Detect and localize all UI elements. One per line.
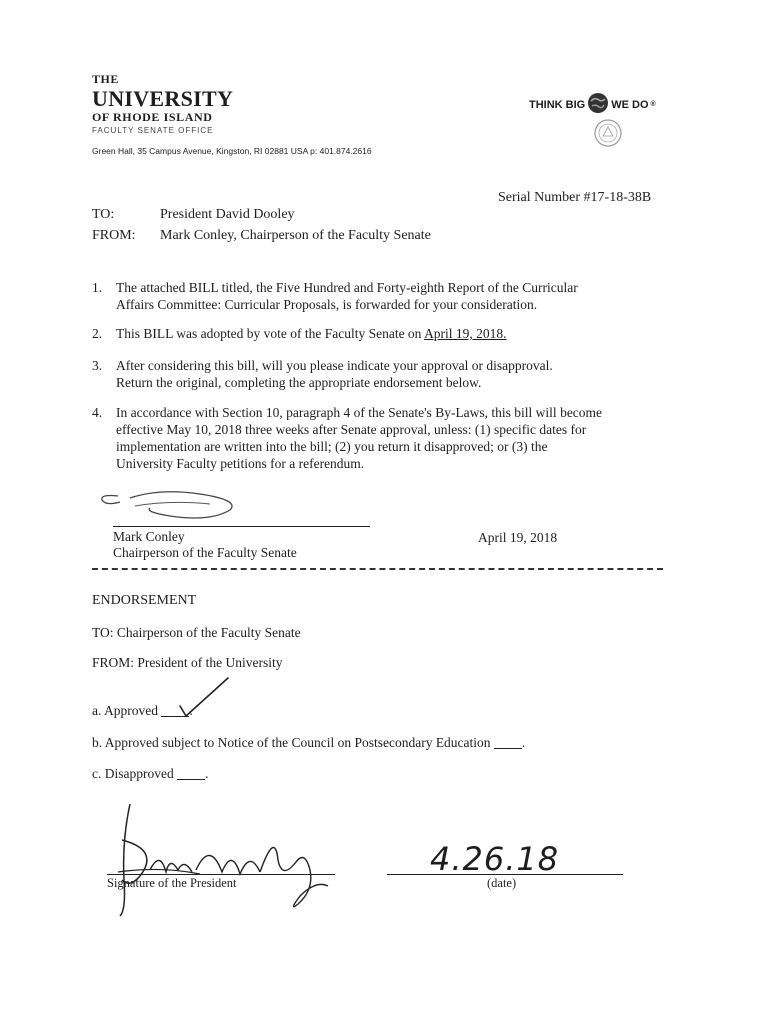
item-number: 4. (92, 405, 103, 420)
president-signature-line (107, 874, 335, 875)
serial-number: Serial Number #17-18-38B (498, 190, 652, 205)
to-label: TO: (92, 207, 115, 222)
item-line: University Faculty petitions for a referendum. (116, 456, 365, 471)
from-label: FROM: (92, 228, 136, 243)
option-approved-period: . (189, 703, 193, 718)
endorsement-heading: ENDORSEMENT (92, 593, 197, 608)
endorsement-to: TO: Chairperson of the Faculty Senate (92, 625, 301, 640)
tagline-left: THINK BIG (529, 98, 586, 111)
item-line: Return the original, completing the appropriate endorsement below. (116, 375, 482, 390)
divider (92, 568, 663, 570)
tagline-right: WE DO (611, 98, 649, 111)
to-value: President David Dooley (160, 207, 295, 222)
item-line: This BILL was adopted by vote of the Faculty Senate on (116, 326, 425, 341)
letterhead-the: THE (92, 72, 119, 86)
letterhead-office: FACULTY SENATE OFFICE (92, 126, 214, 135)
approved-subject-blank[interactable] (494, 736, 522, 749)
item-number: 3. (92, 358, 103, 373)
president-signature-label: Signature of the President (107, 876, 237, 890)
disapproved-blank[interactable] (177, 767, 205, 780)
item-line: In accordance with Section 10, paragraph 4 of the Senate's By-Laws, this bill will become (116, 405, 603, 420)
chair-name: Mark Conley (113, 529, 185, 544)
date-line (387, 874, 623, 875)
item-line: implementation are written into the bill; (2) you return it disapproved; or (3) the (116, 439, 548, 454)
letterhead-address: Green Hall, 35 Campus Avenue, Kingston, RI 02881 USA p: 401.874.2616 (92, 146, 372, 156)
globe-icon (587, 92, 609, 117)
date-label: (date) (487, 876, 517, 890)
checkmark-icon (172, 676, 232, 725)
option-disapproved-period: . (205, 766, 209, 781)
chair-title: Chairperson of the Faculty Senate (113, 545, 297, 560)
item-line: The attached BILL titled, the Five Hundred and Forty-eighth Report of the Curricular (116, 280, 578, 295)
handwritten-date: 4.26.18 (430, 840, 560, 878)
item-line: After considering this bill, will you please indicate your approval or disapproval. (116, 358, 553, 373)
letterhead-rhode-island: OF RHODE ISLAND (92, 110, 213, 124)
tagline (529, 92, 656, 117)
option-approved-subject[interactable] (92, 735, 525, 751)
item-line: effective May 10, 2018 three weeks after Senate approval, unless: (1) specific dates for (116, 422, 587, 437)
letterhead-university: UNIVERSITY (92, 86, 234, 111)
chair-signature-image (90, 486, 250, 531)
chair-signature-line (113, 526, 370, 527)
from-value: Mark Conley, Chairperson of the Faculty Senate (160, 228, 431, 243)
option-approved-label: a. Approved (92, 703, 162, 718)
item-number: 2. (92, 326, 103, 341)
adoption-date: April 19, 2018. (424, 326, 507, 341)
endorsement-from: FROM: President of the University (92, 655, 283, 670)
item-number: 1. (92, 280, 103, 295)
chair-date: April 19, 2018 (478, 530, 558, 545)
tagline-mark: ® (650, 101, 656, 108)
president-signature-image (100, 800, 340, 925)
option-disapproved[interactable] (92, 766, 208, 782)
university-seal-icon (593, 118, 623, 153)
option-approved-subject-label: b. Approved subject to Notice of the Council on Postsecondary Education (92, 735, 494, 750)
option-disapproved-label: c. Disapproved (92, 766, 178, 781)
item-line: Affairs Committee: Curricular Proposals, is forwarded for your consideration. (116, 297, 538, 312)
option-approved-subject-period: . (521, 735, 526, 750)
